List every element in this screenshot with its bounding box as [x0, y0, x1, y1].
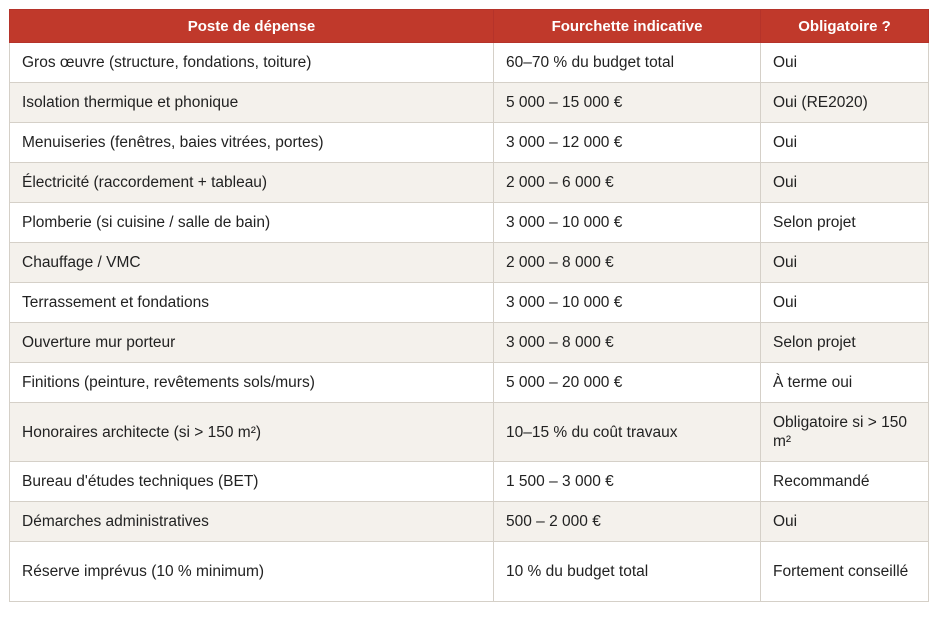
- cell-poste: Terrassement et fondations: [10, 283, 494, 323]
- cell-fourchette: 500 – 2 000 €: [494, 502, 761, 542]
- table-row: [10, 123, 929, 163]
- header-obligatoire: Obligatoire ?: [761, 10, 929, 43]
- cell-fourchette: 2 000 – 8 000 €: [494, 243, 761, 283]
- table-row: [10, 43, 929, 83]
- cell-poste: Menuiseries (fenêtres, baies vitrées, portes): [10, 123, 494, 163]
- table-row: [10, 542, 929, 602]
- table-row: [10, 283, 929, 323]
- cell-obligatoire: Oui: [761, 502, 929, 542]
- cell-poste: Plomberie (si cuisine / salle de bain): [10, 203, 494, 243]
- budget-table-container: [9, 9, 928, 602]
- cell-obligatoire: Oui: [761, 163, 929, 203]
- table-row: [10, 502, 929, 542]
- cell-fourchette: 10–15 % du coût travaux: [494, 403, 761, 462]
- cell-obligatoire: Oui: [761, 283, 929, 323]
- cell-poste: Honoraires architecte (si > 150 m²): [10, 403, 494, 462]
- cell-fourchette: 3 000 – 8 000 €: [494, 323, 761, 363]
- table-row: [10, 163, 929, 203]
- table-row: [10, 403, 929, 462]
- table-row: [10, 363, 929, 403]
- cell-obligatoire: Selon projet: [761, 203, 929, 243]
- cell-fourchette: 2 000 – 6 000 €: [494, 163, 761, 203]
- cell-poste: Finitions (peinture, revêtements sols/murs): [10, 363, 494, 403]
- cell-obligatoire: Oui: [761, 123, 929, 163]
- cell-poste: Gros œuvre (structure, fondations, toiture): [10, 43, 494, 83]
- cell-fourchette: 3 000 – 10 000 €: [494, 203, 761, 243]
- cell-poste: Démarches administratives: [10, 502, 494, 542]
- cell-poste: Bureau d'études techniques (BET): [10, 462, 494, 502]
- table-row: [10, 203, 929, 243]
- table-body: [10, 43, 929, 602]
- cell-fourchette: 1 500 – 3 000 €: [494, 462, 761, 502]
- cell-poste: Réserve imprévus (10 % minimum): [10, 542, 494, 602]
- cell-obligatoire: À terme oui: [761, 363, 929, 403]
- budget-table: [9, 9, 929, 602]
- cell-obligatoire: Recommandé: [761, 462, 929, 502]
- header-poste: Poste de dépense: [10, 10, 494, 43]
- header-row: [10, 10, 929, 43]
- cell-poste: Ouverture mur porteur: [10, 323, 494, 363]
- cell-poste: Isolation thermique et phonique: [10, 83, 494, 123]
- cell-fourchette: 5 000 – 15 000 €: [494, 83, 761, 123]
- cell-obligatoire: Oui: [761, 243, 929, 283]
- table-row: [10, 243, 929, 283]
- cell-poste: Chauffage / VMC: [10, 243, 494, 283]
- table-header: [10, 10, 929, 43]
- cell-fourchette: 5 000 – 20 000 €: [494, 363, 761, 403]
- cell-fourchette: 3 000 – 10 000 €: [494, 283, 761, 323]
- cell-obligatoire: Selon projet: [761, 323, 929, 363]
- cell-fourchette: 3 000 – 12 000 €: [494, 123, 761, 163]
- cell-fourchette: 10 % du budget total: [494, 542, 761, 602]
- cell-obligatoire: Fortement conseillé: [761, 542, 929, 602]
- cell-fourchette: 60–70 % du budget total: [494, 43, 761, 83]
- table-row: [10, 83, 929, 123]
- table-row: [10, 323, 929, 363]
- cell-obligatoire: Obligatoire si > 150 m²: [761, 403, 929, 462]
- header-fourchette: Fourchette indicative: [494, 10, 761, 43]
- table-row: [10, 462, 929, 502]
- cell-poste: Électricité (raccordement + tableau): [10, 163, 494, 203]
- cell-obligatoire: Oui: [761, 43, 929, 83]
- cell-obligatoire: Oui (RE2020): [761, 83, 929, 123]
